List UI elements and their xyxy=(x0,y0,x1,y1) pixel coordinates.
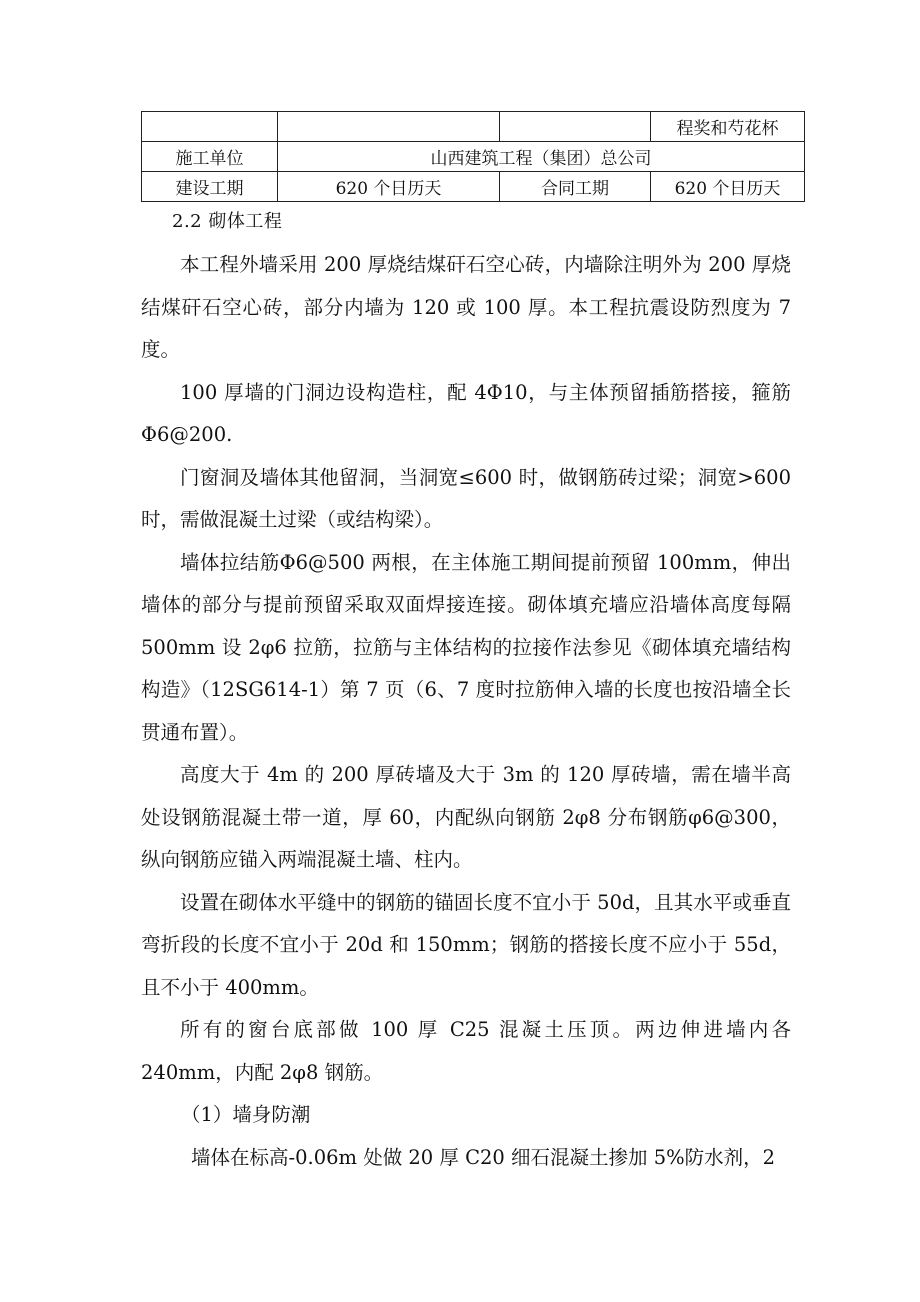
section-title: 2.2 砌体工程 xyxy=(172,211,283,232)
table-row xyxy=(142,112,805,142)
subheading: （1）墙身防潮 xyxy=(181,1103,311,1126)
construction-unit-label: 施工单位 xyxy=(142,142,278,172)
table-cell xyxy=(500,112,651,142)
build-period-value: 620 个日历天 xyxy=(278,172,500,202)
paragraph: 所有的窗台底部做 100 厚 C25 混凝土压顶。两边伸进墙内各 240mm，内配 2φ8 钢筋。 xyxy=(141,1018,791,1084)
build-period-label: 建设工期 xyxy=(142,172,278,202)
project-info-table xyxy=(141,111,805,202)
paragraph: 100 厚墙的门洞边设构造柱，配 4Φ10，与主体预留插筋搭接，箍筋Φ6@200. xyxy=(141,380,791,446)
table-row xyxy=(142,172,805,202)
contract-period-label: 合同工期 xyxy=(500,172,651,202)
table-row xyxy=(142,142,805,172)
construction-unit-value: 山西建筑工程（集团）总公司 xyxy=(278,142,805,172)
body-text xyxy=(141,244,791,1179)
paragraph: 本工程外墙采用 200 厚烧结煤矸石空心砖，内墙除注明外为 200 厚烧结煤矸石空心砖，部分内墙为 120 或 100 厚。本工程抗震设防烈度为 7 度。 xyxy=(141,253,791,361)
table-cell xyxy=(278,112,500,142)
paragraph: 设置在砌体水平缝中的钢筋的锚固长度不宜小于 50d，且其水平或垂直弯折段的长度不宜小于 20d 和 150mm；钢筋的搭接长度不应小于 55d，且不小于 400mm。 xyxy=(141,890,791,999)
contract-period-value: 620 个日历天 xyxy=(651,172,805,202)
table-cell xyxy=(142,112,278,142)
paragraph: 墙体在标高-0.06m 处做 20 厚 C20 细石混凝土掺加 5%防水剂，2 xyxy=(191,1145,776,1169)
paragraph: 墙体拉结筋Φ6@500 两根，在主体施工期间提前预留 100mm，伸出墙体的部分与提前预留采取双面焊接连接。砌体填充墙应沿墙体高度每隔 500mm 设 2φ6 拉筋，拉筋与主体结构的拉接作法参见《砌体填充墙结构构造》（12SG614-1）第 7 页（6、7 度时拉筋伸入墙的长度也按沿墙全长贯通布置）。 xyxy=(141,550,791,744)
paragraph: 高度大于 4m 的 200 厚砖墙及大于 3m 的 120 厚砖墙，需在墙半高处设钢筋混凝土带一道，厚 60，内配纵向钢筋 2φ8 分布钢筋φ6@300，纵向钢筋应锚入两端混凝土墙、柱内。 xyxy=(141,763,791,871)
table-cell: 程奖和芍花杯 xyxy=(651,112,805,142)
paragraph: 门窗洞及墙体其他留洞，当洞宽≤600 时，做钢筋砖过梁；洞宽>600 时，需做混凝土过梁（或结构梁）。 xyxy=(141,465,791,531)
